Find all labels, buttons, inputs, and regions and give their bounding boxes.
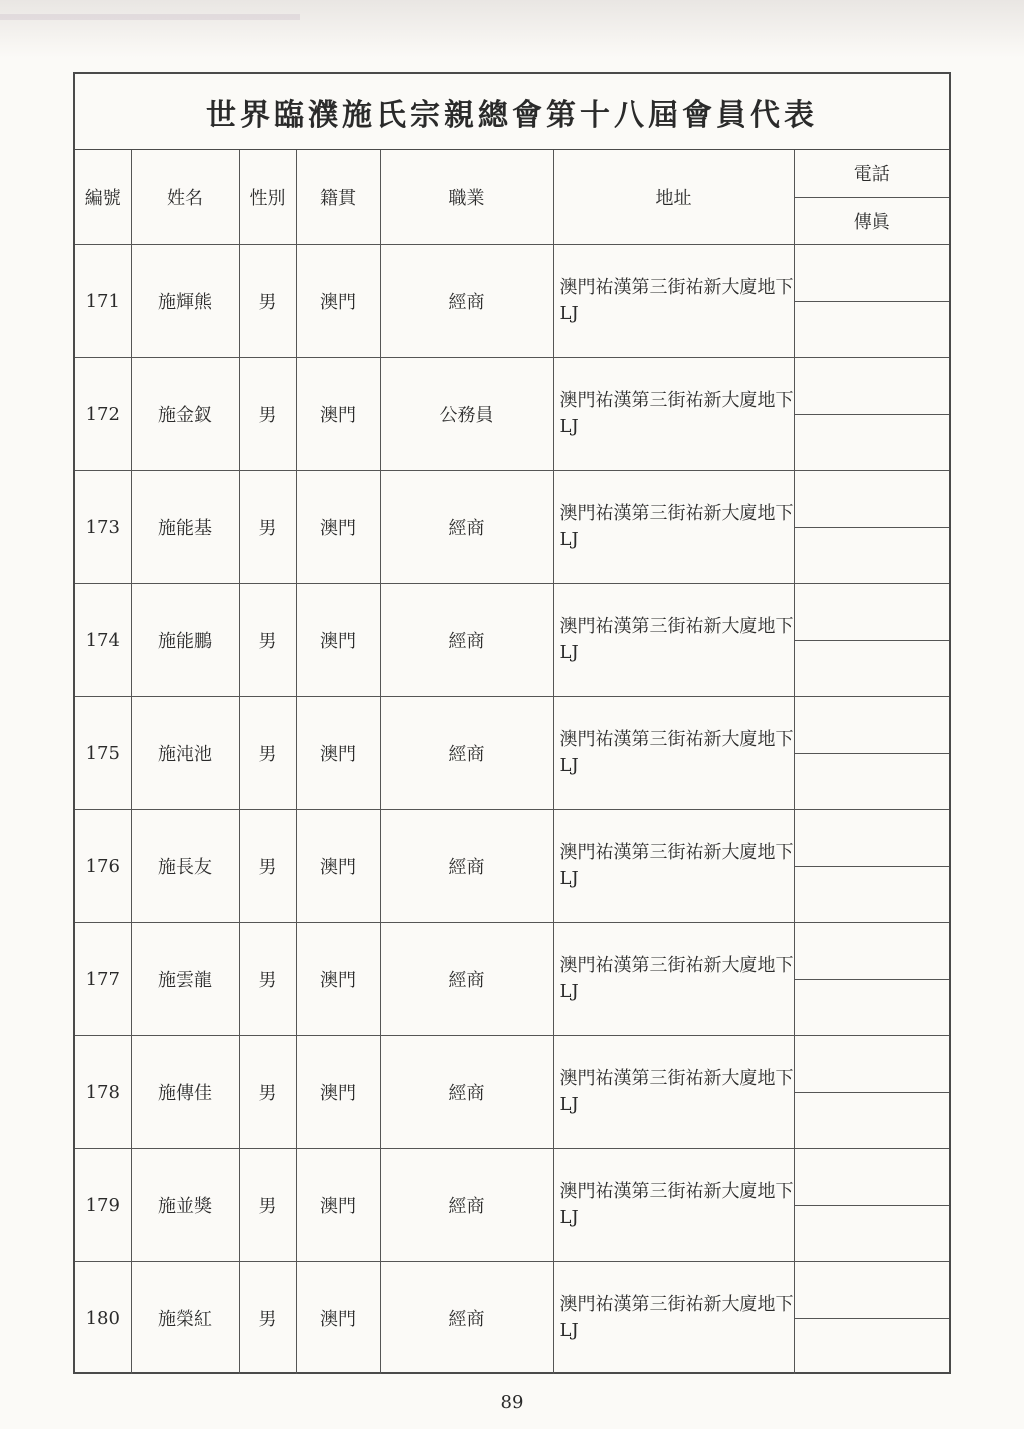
row-number: 177 bbox=[75, 923, 131, 1036]
table-row bbox=[75, 1036, 949, 1149]
row-fax bbox=[795, 302, 950, 358]
row-address: 澳門祐漢第三街祐新大廈地下LJ bbox=[553, 923, 794, 1036]
row-fax bbox=[795, 1206, 950, 1262]
row-occupation: 經商 bbox=[380, 1149, 553, 1262]
row-origin: 澳門 bbox=[296, 1036, 380, 1149]
row-fax bbox=[795, 1093, 950, 1149]
row-origin: 澳門 bbox=[296, 1149, 380, 1262]
row-gender: 男 bbox=[239, 810, 296, 923]
row-occupation: 經商 bbox=[380, 697, 553, 810]
row-phone-fax bbox=[794, 1036, 949, 1149]
row-name: 施輝熊 bbox=[131, 245, 239, 358]
row-occupation: 經商 bbox=[380, 1036, 553, 1149]
row-origin: 澳門 bbox=[296, 358, 380, 471]
table-row bbox=[75, 810, 949, 923]
row-gender: 男 bbox=[239, 245, 296, 358]
row-name: 施能基 bbox=[131, 471, 239, 584]
table-row bbox=[75, 923, 949, 1036]
row-number: 175 bbox=[75, 697, 131, 810]
header-phone: 電話 bbox=[795, 150, 950, 198]
page-number: 89 bbox=[500, 1392, 524, 1413]
row-origin: 澳門 bbox=[296, 810, 380, 923]
row-fax bbox=[795, 867, 950, 923]
row-phone bbox=[795, 1149, 950, 1206]
row-name: 施雲龍 bbox=[131, 923, 239, 1036]
row-gender: 男 bbox=[239, 584, 296, 697]
row-occupation: 經商 bbox=[380, 471, 553, 584]
row-phone-fax bbox=[794, 471, 949, 584]
row-occupation: 經商 bbox=[380, 245, 553, 358]
row-address: 澳門祐漢第三街祐新大廈地下LJ bbox=[553, 697, 794, 810]
row-name: 施能鵬 bbox=[131, 584, 239, 697]
row-address: 澳門祐漢第三街祐新大廈地下LJ bbox=[553, 471, 794, 584]
row-phone bbox=[795, 584, 950, 641]
row-address: 澳門祐漢第三街祐新大廈地下LJ bbox=[553, 245, 794, 358]
row-name: 施金釵 bbox=[131, 358, 239, 471]
row-phone bbox=[795, 358, 950, 415]
row-fax bbox=[795, 754, 950, 810]
row-number: 179 bbox=[75, 1149, 131, 1262]
header-name: 姓名 bbox=[131, 150, 239, 245]
row-origin: 澳門 bbox=[296, 471, 380, 584]
scan-artifact bbox=[0, 14, 300, 20]
row-occupation: 經商 bbox=[380, 923, 553, 1036]
table-row bbox=[75, 358, 949, 471]
row-phone-fax bbox=[794, 1149, 949, 1262]
row-gender: 男 bbox=[239, 1262, 296, 1375]
page-title: 世界臨濮施氏宗親總會第十八屆會員代表 bbox=[75, 74, 949, 150]
row-address: 澳門祐漢第三街祐新大廈地下LJ bbox=[553, 1262, 794, 1375]
roster-table bbox=[75, 150, 949, 1374]
header-row bbox=[75, 150, 949, 245]
row-occupation: 公務員 bbox=[380, 358, 553, 471]
row-number: 174 bbox=[75, 584, 131, 697]
row-gender: 男 bbox=[239, 1036, 296, 1149]
row-address: 澳門祐漢第三街祐新大廈地下LJ bbox=[553, 810, 794, 923]
table-row bbox=[75, 1149, 949, 1262]
row-address: 澳門祐漢第三街祐新大廈地下LJ bbox=[553, 1036, 794, 1149]
row-number: 171 bbox=[75, 245, 131, 358]
row-name: 施傳佳 bbox=[131, 1036, 239, 1149]
row-occupation: 經商 bbox=[380, 810, 553, 923]
row-phone bbox=[795, 1262, 950, 1319]
header-phone-fax bbox=[794, 150, 949, 245]
row-fax bbox=[795, 641, 950, 697]
row-phone bbox=[795, 810, 950, 867]
header-occupation: 職業 bbox=[380, 150, 553, 245]
header-address: 地址 bbox=[553, 150, 794, 245]
header-number: 編號 bbox=[75, 150, 131, 245]
table-row bbox=[75, 584, 949, 697]
row-name: 施長友 bbox=[131, 810, 239, 923]
row-origin: 澳門 bbox=[296, 584, 380, 697]
row-name: 施並獎 bbox=[131, 1149, 239, 1262]
row-number: 173 bbox=[75, 471, 131, 584]
header-origin: 籍貫 bbox=[296, 150, 380, 245]
row-phone bbox=[795, 923, 950, 980]
row-origin: 澳門 bbox=[296, 923, 380, 1036]
row-origin: 澳門 bbox=[296, 245, 380, 358]
table-row bbox=[75, 1262, 949, 1375]
row-number: 180 bbox=[75, 1262, 131, 1375]
row-gender: 男 bbox=[239, 358, 296, 471]
row-fax bbox=[795, 415, 950, 471]
row-gender: 男 bbox=[239, 697, 296, 810]
row-origin: 澳門 bbox=[296, 1262, 380, 1375]
row-phone bbox=[795, 1036, 950, 1093]
header-fax: 傳眞 bbox=[853, 211, 890, 233]
row-phone-fax bbox=[794, 923, 949, 1036]
row-fax bbox=[795, 980, 950, 1036]
row-gender: 男 bbox=[239, 471, 296, 584]
roster-sheet bbox=[73, 72, 951, 1374]
row-name: 施榮紅 bbox=[131, 1262, 239, 1375]
row-number: 172 bbox=[75, 358, 131, 471]
row-phone-fax bbox=[794, 584, 949, 697]
row-phone bbox=[795, 245, 950, 302]
row-occupation: 經商 bbox=[380, 1262, 553, 1375]
row-phone-fax bbox=[794, 810, 949, 923]
row-address: 澳門祐漢第三街祐新大廈地下LJ bbox=[553, 358, 794, 471]
row-fax bbox=[795, 1319, 950, 1375]
row-phone bbox=[795, 697, 950, 754]
row-number: 178 bbox=[75, 1036, 131, 1149]
row-gender: 男 bbox=[239, 1149, 296, 1262]
header-gender: 性別 bbox=[239, 150, 296, 245]
row-gender: 男 bbox=[239, 923, 296, 1036]
row-phone-fax bbox=[794, 358, 949, 471]
row-fax bbox=[795, 528, 950, 584]
row-phone bbox=[795, 471, 950, 528]
table-row bbox=[75, 245, 949, 358]
row-number: 176 bbox=[75, 810, 131, 923]
row-name: 施沌池 bbox=[131, 697, 239, 810]
scan-top-edge bbox=[0, 0, 1024, 58]
row-occupation: 經商 bbox=[380, 584, 553, 697]
row-phone-fax bbox=[794, 245, 949, 358]
row-address: 澳門祐漢第三街祐新大廈地下LJ bbox=[553, 584, 794, 697]
table-row bbox=[75, 471, 949, 584]
row-address: 澳門祐漢第三街祐新大廈地下LJ bbox=[553, 1149, 794, 1262]
row-origin: 澳門 bbox=[296, 697, 380, 810]
row-phone-fax bbox=[794, 697, 949, 810]
table-row bbox=[75, 697, 949, 810]
row-phone-fax bbox=[794, 1262, 949, 1375]
